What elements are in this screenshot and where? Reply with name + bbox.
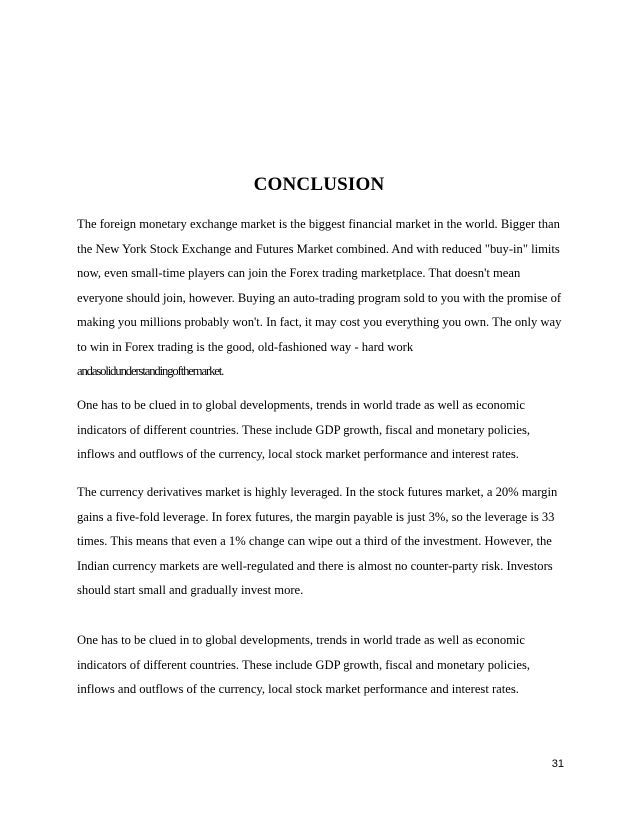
paragraph-global-developments-repeat <box>77 628 577 702</box>
text-line: inflows and outflows of the currency, local stock market performance and interest rates. <box>77 682 519 696</box>
text-line: The currency derivatives market is highly leveraged. In the stock futures market, a 20% margin <box>77 485 558 499</box>
paragraph-currency-derivatives <box>77 480 577 603</box>
text-line: andasolidunderstandingofthemarket. <box>77 364 224 378</box>
text-line: One has to be clued in to global developments, trends in world trade as well as economic <box>77 633 526 647</box>
text-line: now, even small-time players can join the Forex trading marketplace. That doesn't mean <box>77 266 521 280</box>
text-line: One has to be clued in to global developments, trends in world trade as well as economic <box>77 398 526 412</box>
text-line: indicators of different countries. These include GDP growth, fiscal and monetary policies, <box>77 657 531 672</box>
paragraph-global-developments <box>77 393 577 467</box>
text-line: The foreign monetary exchange market is the biggest financial market in the world. Bigger than <box>77 217 560 231</box>
text-line: everyone should join, however. Buying an auto-trading program sold to you with the promise of <box>77 290 562 305</box>
text-line: making you millions probably won't. In fact, it may cost you everything you own. The only way <box>77 315 562 329</box>
text-line: Indian currency markets are well-regulated and there is almost no counter-party risk. Investors <box>77 558 553 573</box>
text-line: gains a five-fold leverage. In forex futures, the margin payable is just 3%, so the leverage is 33 <box>77 509 555 524</box>
text-line: to win in Forex trading is the good, old-fashioned way - hard work <box>77 339 414 354</box>
text-line: inflows and outflows of the currency, local stock market performance and interest rates. <box>77 447 519 461</box>
text-line: times. This means that even a 1% change can wipe out a third of the investment. However, the <box>77 534 552 548</box>
paragraph-forex-overview <box>77 212 577 384</box>
text-line: the New York Stock Exchange and Futures Market combined. And with reduced "buy-in" limits <box>77 241 560 256</box>
text-line: indicators of different countries. These include GDP growth, fiscal and monetary policies, <box>77 422 531 437</box>
page-title: CONCLUSION <box>253 174 385 195</box>
text-line: should start small and gradually invest more. <box>77 583 304 597</box>
page-number: 31 <box>551 758 564 770</box>
